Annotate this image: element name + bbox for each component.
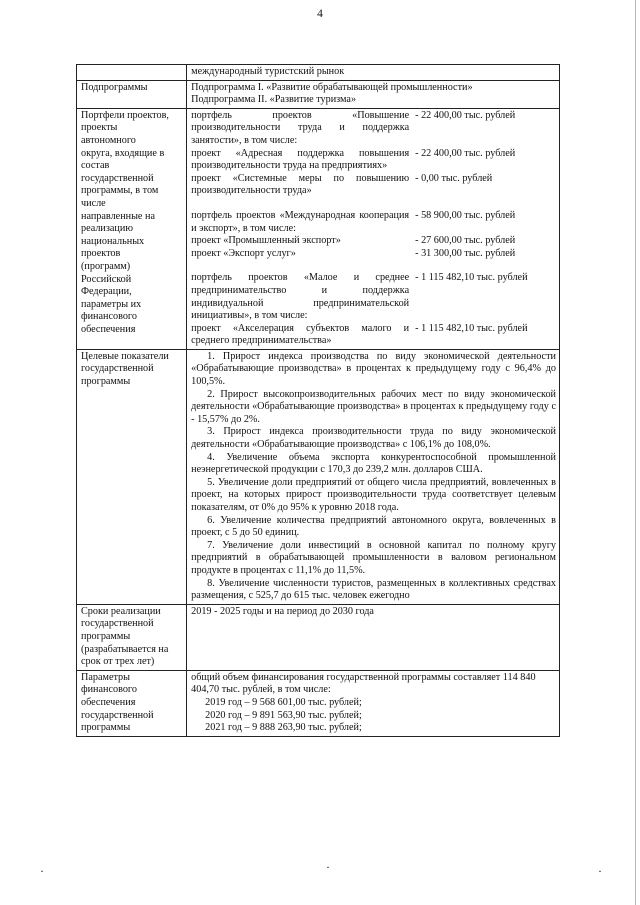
label-line: Федерации, (81, 286, 132, 298)
project-desc: проект «Акселерация субъектов малого и среднего предпринимательства» (191, 322, 410, 347)
label-line: Российской (81, 273, 132, 285)
portfolio-amount: - 58 900,00 тыс. рублей (415, 209, 516, 221)
portfolios-label (77, 108, 187, 349)
project-desc: проект «Адресная поддержка повышения производительности труда на предприятиях» (191, 147, 410, 172)
label-line: Портфели проектов, (81, 109, 169, 121)
label-line: государственной (81, 172, 154, 184)
finance-year: 2019 год – 9 568 601,00 тыс. рублей; (205, 696, 362, 708)
terms-label (77, 604, 187, 670)
spacer (191, 260, 556, 272)
scan-dot: · (326, 860, 330, 874)
label-line: (разрабатывается на (81, 643, 169, 655)
project-entry (191, 235, 556, 248)
finance-intro: общий объем финансирования государственной программы составляет 114 840 404,70 тыс. рублей, в том числе: (191, 671, 536, 696)
finance-value (187, 670, 560, 736)
project-amount: - 31 300,00 тыс. рублей (415, 247, 516, 259)
portfolios-value (187, 108, 560, 349)
portfolio-amount: - 1 115 482,10 тыс. рублей (415, 272, 528, 284)
label-line: программы (81, 630, 131, 642)
label-line: (программ) (81, 260, 131, 272)
label-line: числе (81, 197, 106, 209)
label-line: направленные на (81, 210, 155, 222)
label-line: параметры их (81, 298, 142, 310)
label-line: срок от трех лет) (81, 656, 155, 668)
portfolio-desc: портфель проектов «Малое и среднее предпринимательство и поддержка индивидуальной предпринимательской инициативы», в том числе: (191, 272, 410, 322)
portfolio-entry (191, 272, 556, 322)
row0-value: международный туристский рынок (187, 65, 560, 81)
label-line: финансового (81, 684, 137, 696)
label-line: состав (81, 160, 110, 172)
portfolio-amount: - 22 400,00 тыс. рублей (415, 109, 516, 121)
table-row (77, 604, 560, 670)
page-number: 4 (317, 8, 323, 20)
finance-year: 2021 год – 9 888 263,90 тыс. рублей; (205, 722, 362, 734)
label-line: округа, входящие в (81, 147, 165, 159)
table-row (77, 349, 560, 604)
targets-value (187, 349, 560, 604)
target-indicator: 6. Увеличение количества предприятий автономного округа, вовлеченных в проект, с 5 до 50 единиц. (191, 514, 556, 539)
label-line: реализацию (81, 223, 133, 235)
label-line: финансового (81, 311, 137, 323)
label-line: Целевые показатели (81, 350, 169, 362)
target-indicator: 8. Увеличение численности туристов, размещенных в коллективных средствах размещения, с 525,7 до 615 тыс. человек ежегодно (191, 577, 556, 602)
subprogram-1: Подпрограмма I. «Развитие обрабатывающей промышленности» (191, 81, 473, 93)
target-indicator: 3. Прирост индекса производительности труда по виду экономической деятельности «Обрабатывающие производства» с 106,1% до 108,0%. (191, 426, 556, 451)
label-line: проектов (81, 248, 121, 260)
target-indicator: 5. Увеличение доли предприятий от общего числа предприятий, вовлеченных в проект, на которых прирост производительности труда соответствует целевым показателям, от 0% до 95% к уровню 2018 года. (191, 476, 556, 513)
label-line: государственной (81, 363, 154, 375)
label-line: национальных (81, 235, 145, 247)
target-indicator: 4. Увеличение объема экспорта конкурентоспособной промышленной неэнергетической продукции с 170,3 до 239,2 млн. долларов США. (191, 451, 556, 476)
targets-label (77, 349, 187, 604)
portfolio-entry (191, 210, 556, 235)
label-line: обеспечения (81, 323, 136, 335)
portfolio-entry (191, 110, 556, 148)
row0-label (77, 65, 187, 81)
project-entry (191, 248, 556, 261)
finance-year: 2020 год – 9 891 563,90 тыс. рублей; (205, 709, 362, 721)
project-desc: проект «Системные меры по повышению производительности труда» (191, 172, 410, 197)
table-row (77, 65, 560, 81)
scan-dot: · (40, 864, 44, 878)
portfolio-desc: портфель проектов «Международная кооперация и экспорт», в том числе: (191, 209, 410, 234)
project-entry (191, 323, 556, 348)
spacer (191, 198, 556, 210)
finance-label (77, 670, 187, 736)
subprogram-2: Подпрограмма II. «Развитие туризма» (191, 94, 357, 106)
portfolio-desc: портфель проектов «Повышение производительности труда и поддержка занятости», в том числе: (191, 109, 410, 146)
label-line: обеспечения (81, 696, 136, 708)
label-line: проекты (81, 122, 118, 134)
table-row (77, 108, 560, 349)
label-line: автономного (81, 134, 136, 146)
project-amount: - 22 400,00 тыс. рублей (415, 147, 516, 159)
table-row (77, 670, 560, 736)
target-indicator: 1. Прирост индекса производства по виду экономической деятельности «Обрабатывающие производства» в процентах к предыдущему году с 96,4% до 100,5%. (191, 350, 556, 388)
label-line: государственной (81, 709, 154, 721)
label-line: программы (81, 722, 131, 734)
label-line: Сроки реализации (81, 605, 161, 617)
target-indicator: 2. Прирост высокопроизводительных рабочих мест по виду экономической деятельности «Обрабатывающие производства» в процентах к предыдущему году с - 15,57% до 2%. (191, 388, 556, 425)
project-entry (191, 173, 556, 198)
terms-value: 2019 - 2025 годы и на период до 2030 года (187, 604, 560, 670)
project-amount: - 0,00 тыс. рублей (415, 172, 493, 184)
project-entry (191, 148, 556, 173)
project-amount: - 1 115 482,10 тыс. рублей (415, 322, 528, 334)
subprograms-value (187, 80, 560, 108)
table-row (77, 80, 560, 108)
project-desc: проект «Экспорт услуг» (191, 247, 296, 259)
label-line: программы, в том (81, 185, 159, 197)
label-line: программы (81, 376, 131, 388)
label-line: государственной (81, 618, 154, 630)
target-indicator: 7. Увеличение доли инвестиций в основной капитал по полному кругу предприятий в обрабатывающей промышленности в валовом региональном продукте в процентах с 11,1% до 11,5%. (191, 539, 556, 576)
scan-dot: · (598, 864, 602, 878)
scan-edge-line (635, 0, 636, 905)
project-desc: проект «Промышленный экспорт» (191, 235, 341, 247)
label-line: Параметры (81, 671, 130, 683)
program-passport-table (76, 64, 560, 737)
project-amount: - 27 600,00 тыс. рублей (415, 235, 516, 247)
subprograms-label: Подпрограммы (77, 80, 187, 108)
